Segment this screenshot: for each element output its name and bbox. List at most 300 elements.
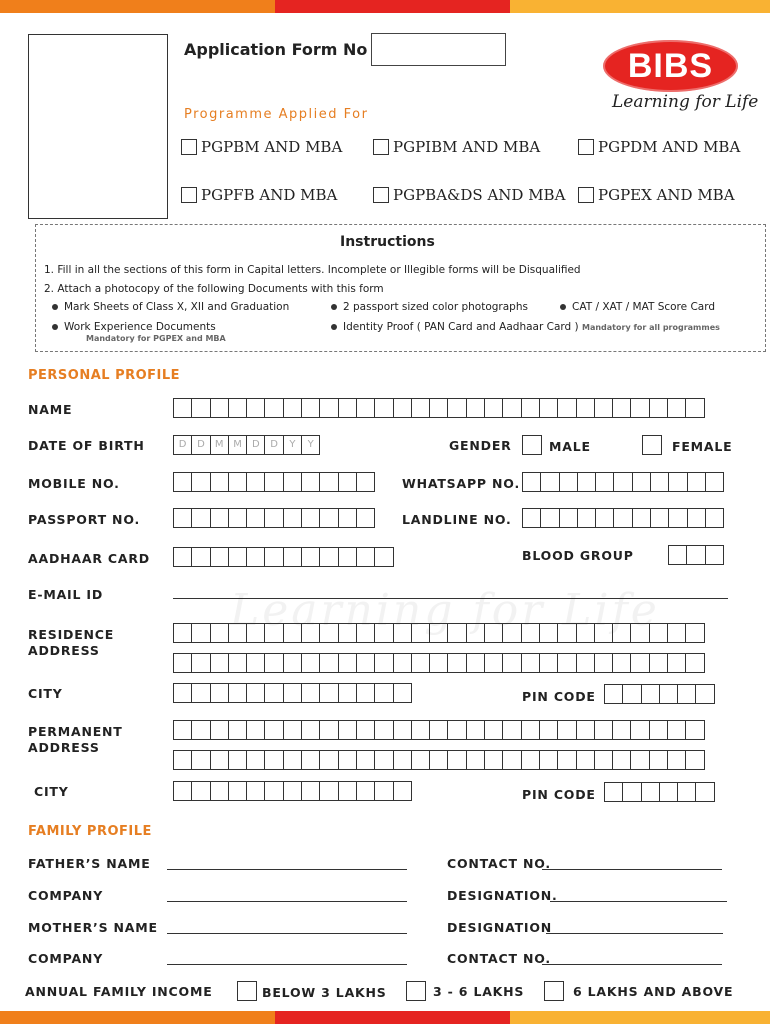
char-cell[interactable]	[283, 623, 302, 643]
char-cell[interactable]: M	[210, 435, 229, 455]
char-cell[interactable]	[246, 547, 265, 567]
char-cell[interactable]	[641, 782, 660, 802]
char-cell[interactable]	[411, 653, 430, 673]
char-cell[interactable]	[685, 750, 704, 770]
char-cell[interactable]	[613, 508, 632, 528]
char-cell[interactable]	[576, 623, 595, 643]
income-checkbox[interactable]	[406, 981, 426, 1001]
char-cell[interactable]	[210, 508, 229, 528]
char-cell[interactable]	[173, 547, 192, 567]
char-cell[interactable]	[622, 782, 641, 802]
char-cell[interactable]	[612, 623, 631, 643]
char-cell[interactable]	[685, 653, 704, 673]
char-cell[interactable]	[191, 547, 210, 567]
char-cell[interactable]	[191, 683, 210, 703]
income-checkbox[interactable]	[544, 981, 564, 1001]
char-cell[interactable]	[210, 653, 229, 673]
char-cell[interactable]	[228, 653, 247, 673]
char-cell[interactable]	[210, 781, 229, 801]
char-cell[interactable]	[246, 623, 265, 643]
char-cell[interactable]	[557, 750, 576, 770]
char-cell[interactable]	[668, 545, 687, 565]
char-cell[interactable]	[301, 547, 320, 567]
char-cell[interactable]	[576, 720, 595, 740]
char-cell[interactable]	[356, 750, 375, 770]
char-cell[interactable]	[264, 683, 283, 703]
char-cell[interactable]	[228, 683, 247, 703]
char-cell[interactable]	[264, 472, 283, 492]
char-cell[interactable]	[687, 508, 706, 528]
char-cell[interactable]	[630, 750, 649, 770]
income-option: BELOW 3 LAKHS	[262, 985, 387, 1000]
char-cell[interactable]	[668, 472, 687, 492]
residence-grid-2[interactable]	[173, 653, 704, 673]
char-cell[interactable]	[228, 623, 247, 643]
programme-option[interactable]: PGPBA&DS AND MBA	[373, 186, 565, 204]
char-cell[interactable]	[264, 781, 283, 801]
permanent-grid-2[interactable]	[173, 750, 704, 770]
char-cell[interactable]	[393, 781, 412, 801]
income-checkbox[interactable]	[237, 981, 257, 1001]
char-cell[interactable]	[649, 653, 668, 673]
char-cell[interactable]	[466, 653, 485, 673]
char-cell[interactable]	[173, 472, 192, 492]
char-cell[interactable]	[191, 398, 210, 418]
char-cell[interactable]	[246, 750, 265, 770]
char-cell[interactable]	[338, 750, 357, 770]
whatsapp-grid[interactable]	[522, 472, 723, 492]
char-cell[interactable]	[191, 781, 210, 801]
char-cell[interactable]	[577, 472, 596, 492]
char-cell[interactable]	[411, 398, 430, 418]
city-grid[interactable]	[173, 683, 411, 703]
char-cell[interactable]	[659, 782, 678, 802]
char-cell[interactable]: D	[173, 435, 192, 455]
char-cell[interactable]	[301, 472, 320, 492]
char-cell[interactable]	[557, 653, 576, 673]
char-cell[interactable]	[338, 508, 357, 528]
char-cell[interactable]	[484, 720, 503, 740]
char-cell[interactable]	[283, 547, 302, 567]
char-cell[interactable]	[466, 750, 485, 770]
char-cell[interactable]	[668, 508, 687, 528]
char-cell[interactable]	[484, 398, 503, 418]
char-cell[interactable]	[319, 472, 338, 492]
char-cell[interactable]	[393, 653, 412, 673]
char-cell[interactable]	[210, 472, 229, 492]
char-cell[interactable]	[685, 398, 704, 418]
char-cell[interactable]	[612, 398, 631, 418]
char-cell[interactable]	[283, 398, 302, 418]
company-line-2[interactable]	[167, 964, 407, 965]
char-cell[interactable]	[677, 684, 696, 704]
char-cell[interactable]	[210, 683, 229, 703]
char-cell[interactable]	[301, 623, 320, 643]
char-cell[interactable]	[447, 720, 466, 740]
char-cell[interactable]	[264, 623, 283, 643]
char-cell[interactable]	[695, 684, 714, 704]
char-cell[interactable]	[630, 720, 649, 740]
char-cell[interactable]	[264, 508, 283, 528]
char-cell[interactable]	[319, 398, 338, 418]
char-cell[interactable]	[210, 398, 229, 418]
char-cell[interactable]	[521, 398, 540, 418]
char-cell[interactable]	[191, 720, 210, 740]
char-cell[interactable]	[319, 653, 338, 673]
char-cell[interactable]	[173, 508, 192, 528]
blood-group-grid[interactable]	[668, 545, 723, 565]
char-cell[interactable]	[595, 472, 614, 492]
char-cell[interactable]	[502, 398, 521, 418]
char-cell[interactable]	[667, 750, 686, 770]
checkbox[interactable]	[181, 187, 197, 203]
char-cell[interactable]	[173, 623, 192, 643]
char-cell[interactable]	[356, 398, 375, 418]
char-cell[interactable]	[319, 547, 338, 567]
char-cell[interactable]	[301, 750, 320, 770]
email-line[interactable]	[173, 598, 728, 599]
char-cell[interactable]	[659, 684, 678, 704]
char-cell[interactable]	[630, 623, 649, 643]
char-cell[interactable]	[338, 472, 357, 492]
char-cell[interactable]	[173, 750, 192, 770]
char-cell[interactable]	[630, 653, 649, 673]
char-cell[interactable]	[246, 720, 265, 740]
designation-line-2[interactable]	[546, 933, 723, 934]
char-cell[interactable]	[429, 398, 448, 418]
char-cell[interactable]	[393, 623, 412, 643]
char-cell[interactable]	[411, 623, 430, 643]
char-cell[interactable]	[301, 683, 320, 703]
char-cell[interactable]	[356, 720, 375, 740]
dob-grid[interactable]	[173, 435, 319, 455]
char-cell[interactable]	[521, 720, 540, 740]
char-cell[interactable]	[705, 472, 724, 492]
char-cell[interactable]	[374, 781, 393, 801]
company-line[interactable]	[167, 901, 407, 902]
application-number-field[interactable]	[371, 33, 506, 66]
pin-code-grid-2[interactable]	[604, 782, 714, 802]
char-cell[interactable]	[228, 781, 247, 801]
designation-line[interactable]	[550, 901, 727, 902]
char-cell[interactable]	[264, 398, 283, 418]
passport-grid[interactable]	[173, 508, 374, 528]
char-cell[interactable]	[466, 623, 485, 643]
char-cell[interactable]	[649, 623, 668, 643]
char-cell[interactable]	[283, 653, 302, 673]
char-cell[interactable]	[685, 623, 704, 643]
char-cell[interactable]	[191, 750, 210, 770]
char-cell[interactable]	[301, 398, 320, 418]
instructions-title: Instructions	[340, 234, 435, 250]
char-cell[interactable]	[595, 508, 614, 528]
char-cell[interactable]	[356, 653, 375, 673]
char-cell[interactable]	[356, 683, 375, 703]
char-cell[interactable]: D	[246, 435, 265, 455]
char-cell[interactable]	[594, 398, 613, 418]
char-cell[interactable]	[429, 750, 448, 770]
char-cell[interactable]	[667, 398, 686, 418]
char-cell[interactable]: D	[264, 435, 283, 455]
char-cell[interactable]	[173, 683, 192, 703]
char-cell[interactable]	[613, 472, 632, 492]
char-cell[interactable]	[604, 684, 623, 704]
char-cell[interactable]	[264, 547, 283, 567]
char-cell[interactable]	[594, 750, 613, 770]
pin-code-grid[interactable]	[604, 684, 714, 704]
char-cell[interactable]	[557, 720, 576, 740]
char-cell[interactable]	[374, 547, 393, 567]
char-cell[interactable]	[228, 398, 247, 418]
char-cell[interactable]	[338, 623, 357, 643]
char-cell[interactable]	[557, 398, 576, 418]
char-cell[interactable]	[393, 720, 412, 740]
char-cell[interactable]	[393, 683, 412, 703]
char-cell[interactable]	[374, 720, 393, 740]
char-cell[interactable]	[667, 623, 686, 643]
char-cell[interactable]	[246, 472, 265, 492]
char-cell[interactable]	[319, 508, 338, 528]
char-cell[interactable]	[594, 623, 613, 643]
char-cell[interactable]	[338, 547, 357, 567]
char-cell[interactable]	[594, 720, 613, 740]
char-cell[interactable]	[173, 781, 192, 801]
contact-line[interactable]	[542, 869, 722, 870]
char-cell[interactable]	[502, 720, 521, 740]
char-cell[interactable]	[604, 782, 623, 802]
char-cell[interactable]	[521, 750, 540, 770]
char-cell[interactable]	[191, 653, 210, 673]
char-cell[interactable]	[447, 398, 466, 418]
char-cell[interactable]	[319, 781, 338, 801]
checkbox[interactable]	[578, 187, 594, 203]
char-cell[interactable]	[667, 653, 686, 673]
char-cell[interactable]	[429, 653, 448, 673]
programme-option[interactable]: PGPIBM AND MBA	[373, 138, 540, 156]
char-cell[interactable]	[210, 720, 229, 740]
char-cell[interactable]	[484, 623, 503, 643]
father-name-line[interactable]	[167, 869, 407, 870]
char-cell[interactable]	[356, 781, 375, 801]
char-cell[interactable]	[540, 472, 559, 492]
char-cell[interactable]	[264, 720, 283, 740]
male-checkbox[interactable]	[522, 435, 542, 455]
char-cell[interactable]	[522, 472, 541, 492]
char-cell[interactable]	[557, 623, 576, 643]
checkbox[interactable]	[373, 187, 389, 203]
char-cell[interactable]	[283, 750, 302, 770]
char-cell[interactable]	[612, 653, 631, 673]
char-cell[interactable]	[210, 750, 229, 770]
programme-option[interactable]: PGPEX AND MBA	[578, 186, 735, 204]
mother-name-line[interactable]	[167, 933, 407, 934]
female-checkbox[interactable]	[642, 435, 662, 455]
char-cell[interactable]	[301, 781, 320, 801]
char-cell[interactable]	[356, 508, 375, 528]
char-cell[interactable]	[540, 508, 559, 528]
email-label: E-MAIL ID	[28, 587, 104, 602]
char-cell[interactable]	[411, 720, 430, 740]
char-cell[interactable]	[338, 398, 357, 418]
char-cell[interactable]	[173, 653, 192, 673]
char-cell[interactable]: Y	[301, 435, 320, 455]
landline-grid[interactable]	[522, 508, 723, 528]
char-cell[interactable]	[393, 398, 412, 418]
char-cell[interactable]	[210, 547, 229, 567]
char-cell[interactable]	[695, 782, 714, 802]
aadhaar-grid[interactable]	[173, 547, 393, 567]
mother-name-label: MOTHER’S NAME	[28, 920, 158, 935]
char-cell[interactable]	[374, 683, 393, 703]
programme-option[interactable]: PGPBM AND MBA	[181, 138, 342, 156]
char-cell[interactable]	[632, 508, 651, 528]
char-cell[interactable]	[338, 653, 357, 673]
char-cell[interactable]	[374, 653, 393, 673]
char-cell[interactable]	[641, 684, 660, 704]
char-cell[interactable]	[356, 547, 375, 567]
char-cell[interactable]	[667, 720, 686, 740]
char-cell[interactable]	[539, 720, 558, 740]
char-cell[interactable]	[374, 623, 393, 643]
char-cell[interactable]	[356, 472, 375, 492]
char-cell[interactable]	[228, 472, 247, 492]
char-cell[interactable]	[246, 683, 265, 703]
char-cell[interactable]	[301, 720, 320, 740]
char-cell[interactable]	[429, 623, 448, 643]
char-cell[interactable]	[466, 398, 485, 418]
char-cell[interactable]	[283, 472, 302, 492]
char-cell[interactable]	[650, 508, 669, 528]
char-cell[interactable]	[649, 398, 668, 418]
contact-line-2[interactable]	[542, 964, 722, 965]
char-cell[interactable]	[559, 508, 578, 528]
char-cell[interactable]	[246, 398, 265, 418]
char-cell[interactable]	[649, 720, 668, 740]
char-cell[interactable]	[301, 508, 320, 528]
char-cell[interactable]	[411, 750, 430, 770]
char-cell[interactable]	[447, 653, 466, 673]
char-cell[interactable]	[246, 508, 265, 528]
char-cell[interactable]	[338, 720, 357, 740]
char-cell[interactable]	[539, 653, 558, 673]
char-cell[interactable]	[356, 623, 375, 643]
bullet-icon	[560, 304, 566, 310]
char-cell[interactable]	[686, 545, 705, 565]
char-cell[interactable]	[502, 750, 521, 770]
char-cell[interactable]	[539, 623, 558, 643]
char-cell[interactable]	[374, 750, 393, 770]
char-cell[interactable]	[264, 653, 283, 673]
char-cell[interactable]	[246, 781, 265, 801]
mobile-grid[interactable]	[173, 472, 374, 492]
char-cell[interactable]	[484, 653, 503, 673]
char-cell[interactable]	[283, 720, 302, 740]
char-cell[interactable]	[210, 623, 229, 643]
char-cell[interactable]	[539, 398, 558, 418]
char-cell[interactable]	[447, 750, 466, 770]
char-cell[interactable]	[685, 720, 704, 740]
char-cell[interactable]	[650, 472, 669, 492]
char-cell[interactable]	[521, 653, 540, 673]
char-cell[interactable]	[283, 781, 302, 801]
char-cell[interactable]	[374, 398, 393, 418]
checkbox[interactable]	[373, 139, 389, 155]
char-cell[interactable]	[283, 683, 302, 703]
char-cell[interactable]	[577, 508, 596, 528]
permanent-grid-1[interactable]	[173, 720, 704, 740]
char-cell[interactable]	[264, 750, 283, 770]
char-cell[interactable]	[447, 623, 466, 643]
char-cell[interactable]	[594, 653, 613, 673]
char-cell[interactable]	[319, 750, 338, 770]
city-grid-2[interactable]	[173, 781, 411, 801]
programme-option[interactable]: PGPFB AND MBA	[181, 186, 337, 204]
char-cell[interactable]	[705, 545, 724, 565]
checkbox[interactable]	[181, 139, 197, 155]
char-cell[interactable]	[228, 508, 247, 528]
char-cell[interactable]	[649, 750, 668, 770]
char-cell[interactable]	[246, 653, 265, 673]
char-cell[interactable]: Y	[283, 435, 302, 455]
char-cell[interactable]	[576, 398, 595, 418]
photo-box[interactable]	[28, 34, 168, 219]
char-cell[interactable]	[632, 472, 651, 492]
programme-option[interactable]: PGPDM AND MBA	[578, 138, 740, 156]
char-cell[interactable]	[393, 750, 412, 770]
name-grid[interactable]	[173, 398, 704, 418]
char-cell[interactable]	[502, 653, 521, 673]
char-cell[interactable]	[559, 472, 578, 492]
char-cell[interactable]	[319, 683, 338, 703]
char-cell[interactable]	[173, 720, 192, 740]
char-cell[interactable]	[191, 623, 210, 643]
char-cell[interactable]	[677, 782, 696, 802]
char-cell[interactable]	[539, 750, 558, 770]
char-cell[interactable]	[228, 750, 247, 770]
char-cell[interactable]	[338, 781, 357, 801]
char-cell[interactable]	[301, 653, 320, 673]
char-cell[interactable]	[191, 508, 210, 528]
char-cell[interactable]	[630, 398, 649, 418]
char-cell[interactable]	[319, 720, 338, 740]
char-cell[interactable]	[522, 508, 541, 528]
income-option: 3 - 6 LAKHS	[433, 984, 525, 999]
char-cell[interactable]: M	[228, 435, 247, 455]
char-cell[interactable]	[622, 684, 641, 704]
char-cell[interactable]	[283, 508, 302, 528]
char-cell[interactable]	[484, 750, 503, 770]
char-cell[interactable]	[319, 623, 338, 643]
checkbox[interactable]	[578, 139, 594, 155]
char-cell[interactable]: D	[191, 435, 210, 455]
char-cell[interactable]	[173, 398, 192, 418]
char-cell[interactable]	[502, 623, 521, 643]
char-cell[interactable]	[687, 472, 706, 492]
char-cell[interactable]	[612, 750, 631, 770]
char-cell[interactable]	[521, 623, 540, 643]
char-cell[interactable]	[576, 653, 595, 673]
char-cell[interactable]	[612, 720, 631, 740]
char-cell[interactable]	[576, 750, 595, 770]
residence-grid-1[interactable]	[173, 623, 704, 643]
char-cell[interactable]	[466, 720, 485, 740]
char-cell[interactable]	[338, 683, 357, 703]
char-cell[interactable]	[228, 720, 247, 740]
char-cell[interactable]	[228, 547, 247, 567]
char-cell[interactable]	[705, 508, 724, 528]
char-cell[interactable]	[191, 472, 210, 492]
char-cell[interactable]	[429, 720, 448, 740]
